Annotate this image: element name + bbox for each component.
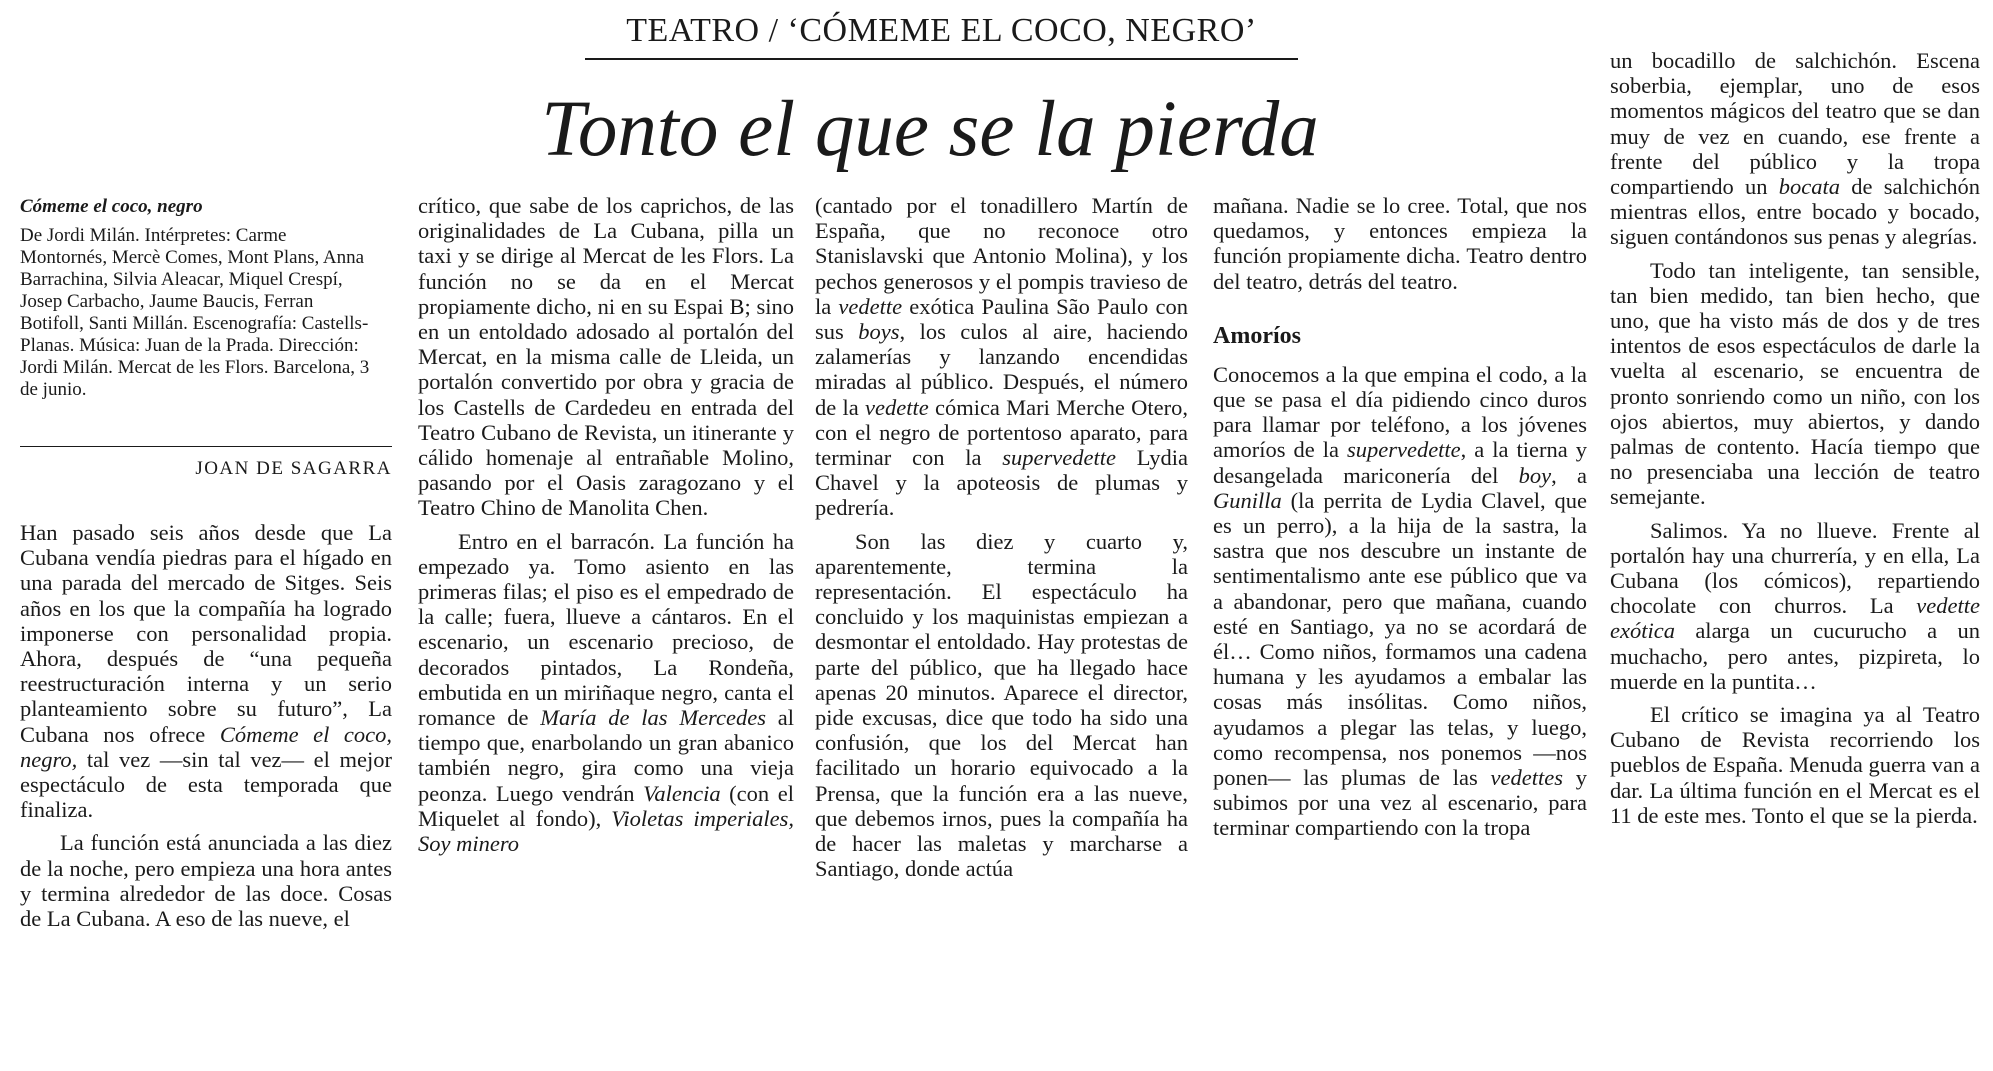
paragraph: Han pasado seis años desde que La Cubana vendía piedras para el hígado en una parada del mercado de Sitges. Seis años en los que la compañía ha logrado imponerse con personalidad propia. Ahora, después de “una pequeña reestructuración interna y un serio planteamiento sobre su futuro”, La Cubana nos ofrece Cómeme el coco, negro, tal vez —sin tal vez— el mejor espectáculo de esta temporada que finaliza. bbox=[20, 520, 392, 823]
credits-title: Cómeme el coco, negro bbox=[20, 196, 203, 217]
credits-divider bbox=[20, 446, 392, 447]
article-column-5 bbox=[1610, 48, 1980, 828]
section-header: TEATRO / ‘CÓMEME EL COCO, NEGRO’ bbox=[626, 12, 1257, 49]
paragraph: mañana. Nadie se lo cree. Total, que nos quedamos, y entonces empieza la función propiamente dicha. Teatro dentro del teatro, detrás del teatro. bbox=[1213, 193, 1587, 294]
article-column-4 bbox=[1213, 193, 1587, 841]
credits-text: De Jordi Milán. Intérpretes: Carme Montornés, Mercè Comes, Mont Plans, Anna Barrachina, Silvia Aleacar, Miquel Crespí, Josep Carbacho, Jaume Baucis, Ferran Botifoll, Santi Millán. Escenografía: Castells-Planas. Música: Juan de la Prada. Dirección: Jordi Milán. Mercat de les Flors. Barcelona, 3 de junio. bbox=[20, 225, 370, 400]
paragraph: crítico, que sabe de los caprichos, de las originalidades de La Cubana, pilla un taxi y se dirige al Mercat de les Flors. La función no se da en el Mercat propiamente dicho, ni en su Espai B; sino en un entoldado adosado al portalón del Mercat, en la misma calle de Lleida, un portalón convertido por obra y gracia de los Castells de Cardedeu en entrada del Teatro Cubano de Revista, un itinerante y cálido homenaje al entrañable Molino, pasando por el Oasis zaragozano y el Teatro Chino de Manolita Chen. bbox=[418, 193, 794, 521]
headline: Tonto el que se la pierda bbox=[541, 86, 1319, 173]
paragraph: La función está anunciada a las diez de la noche, pero empieza una hora antes y termina alrededor de las doce. Cosas de La Cubana. A eso de las nueve, el bbox=[20, 830, 392, 932]
section-rule bbox=[585, 58, 1298, 60]
article-column-2 bbox=[418, 193, 794, 856]
subhead: Amoríos bbox=[1213, 322, 1301, 349]
paragraph: Todo tan inteligente, tan sensible, tan bien medido, tan bien hecho, que uno, que ha visto más de dos y de tres intentos de esos espectáculos de darle la vuelta al escenario, se encuentra de pronto sonriendo como un niño, con los ojos abiertos, muy abiertos, y dando palmas de contento. Hacía tiempo que no presenciaba una lección de teatro semejante. bbox=[1610, 257, 1980, 510]
article-column-1 bbox=[20, 520, 392, 931]
article-column-3 bbox=[815, 193, 1188, 881]
paragraph: (cantado por el tonadillero Martín de España, que no reconoce otro Stanislavski que Antonio Molina), y los pechos generosos y el pompis travieso de la vedette exótica Paulina São Paulo con sus boys, los culos al aire, haciendo zalamerías y lanzando encendidas miradas al público. Después, el número de la vedette cómica Mari Merche Otero, con el negro de portentoso aparato, para terminar con la supervedette Lydia Chavel y la apoteosis de plumas y pedrería. bbox=[815, 193, 1189, 521]
paragraph: Entro en el barracón. La función ha empezado ya. Tomo asiento en las primeras filas; el piso es el empedrado de la calle; fuera, llueve a cántaros. En el escenario, un escenario precioso, de decorados pintados, La Rondeña, embutida en un miriñaque negro, canta el romance de María de las Mercedes al tiempo que, enarbolando un gran abanico también negro, gira como una vieja peonza. Luego vendrán Valencia (con el Miquelet al fondo), Violetas imperiales, Soy minero bbox=[418, 528, 795, 857]
paragraph: Son las diez y cuarto y, aparentemente, termina la representación. El espectáculo ha concluido y los maquinistas empiezan a desmontar el entoldado. Hay protestas de parte del público, que ha llegado hace apenas 20 minutos. Aparece el director, pide excusas, dice que todo ha sido una confusión, que los del Mercat han facilitado un horario equivocado a la Prensa, que la función era a las nueve, que debemos irnos, pues la compañía ha de hacer las maletas y marcharse a Santiago, donde actúa bbox=[815, 528, 1188, 882]
credits-box bbox=[20, 195, 378, 401]
paragraph: un bocadillo de salchichón. Escena soberbia, ejemplar, uno de esos momentos mágicos del teatro que se dan muy de vez en cuando, ese frente a frente del público y la tropa compartiendo un bocata de salchichón mientras ellos, entre bocado y bocado, siguen contándonos sus penas y alegrías. bbox=[1610, 48, 1980, 250]
paragraph: El crítico se imagina ya al Teatro Cubano de Revista recorriendo los pueblos de España. Menuda guerra van a dar. La última función en el Mercat es el 11 de este mes. Tonto el que se la pierda. bbox=[1610, 702, 1980, 828]
paragraph: Conocemos a la que empina el codo, a la que se pasa el día pidiendo cinco duros para llamar por teléfono, a los jóvenes amoríos de la supervedette, a la tierna y desangelada mariconería del boy, a Gunilla (la perrita de Lydia Clavel, que es un perro), a la hija de la sastra, la sastra que nos descubre un instante de sentimentalismo ante ese público que va a abandonar, pero que mañana, cuando esté en Santiago, ya no se acordará de él… Como niños, formamos una cadena humana y les ayudamos a embalar las cosas más insólitas. Como niños, ayudamos a plegar las telas, y luego, como recompensa, nos ponemos —nos ponen— las plumas de las vedettes y subimos por una vez al escenario, para terminar compartiendo con la tropa bbox=[1213, 361, 1587, 841]
paragraph: Salimos. Ya no llueve. Frente al portalón hay una churrería, y en ella, La Cubana (los cómicos), repartiendo chocolate con churros. La vedette exótica alarga un cucurucho a un muchacho, pero antes, pizpireta, lo muerde en la puntita… bbox=[1610, 517, 1980, 694]
byline: JOAN DE SAGARRA bbox=[195, 458, 392, 479]
